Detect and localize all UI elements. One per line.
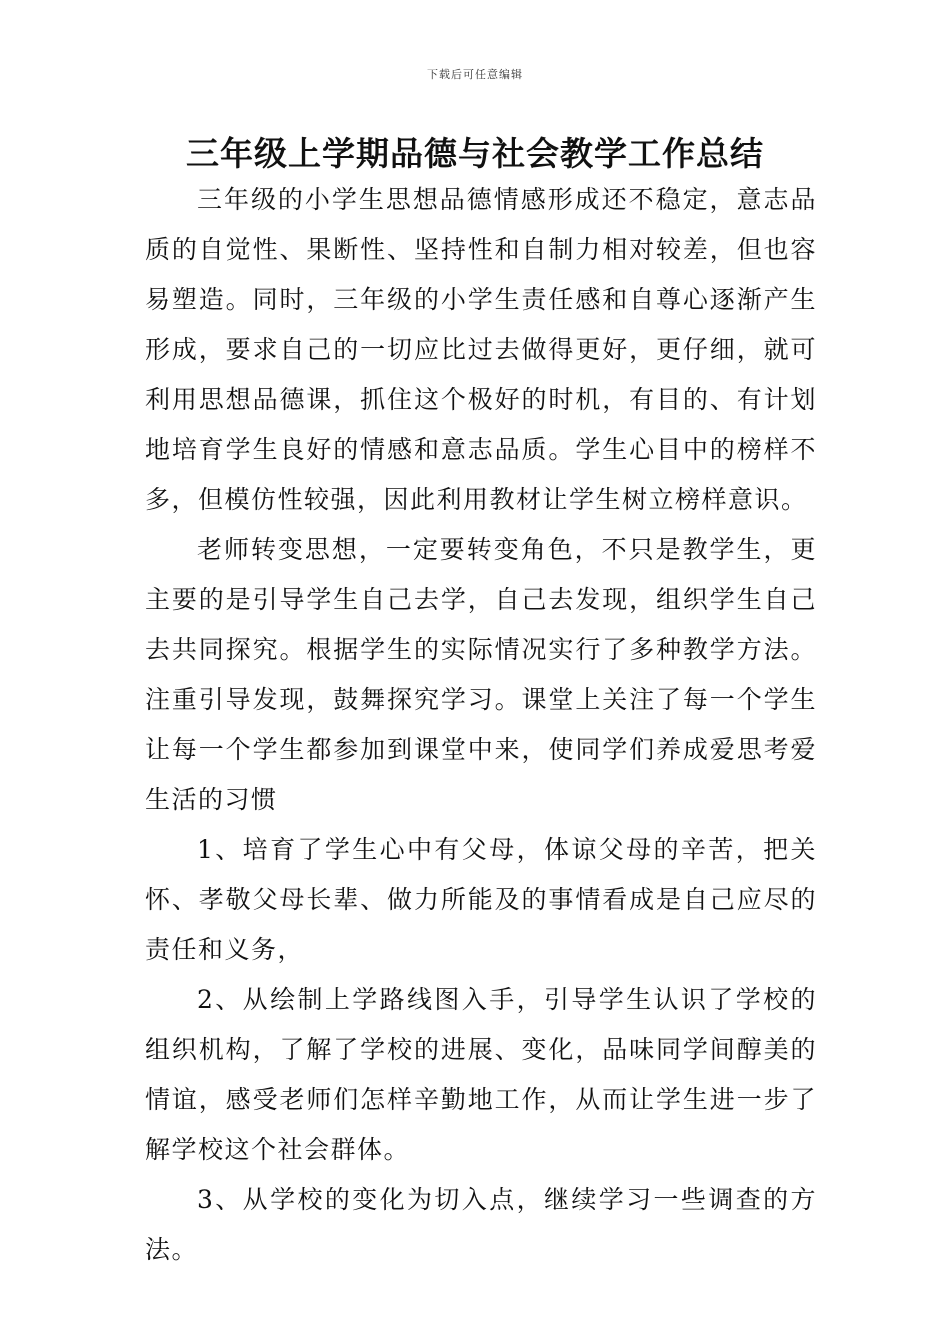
paragraph-2: 老师转变思想，一定要转变角色，不只是教学生，更主要的是引导学生自己去学，自己去发现，组织学生自己去共同探究。根据学生的实际情况实行了多种教学方法。注重引导发现，鼓舞探究学习。课堂上关注了每一个学生让每一个学生都参加到课堂中来，使同学们养成爱思考爱生活的习惯 bbox=[145, 535, 817, 814]
header-note: 下载后可任意编辑 bbox=[427, 68, 523, 81]
document-title: 三年级上学期品德与社会教学工作总结 bbox=[186, 134, 764, 173]
paragraph-3: 1、培育了学生心中有父母，体谅父母的辛苦，把关怀、孝敬父母长辈、做力所能及的事情看成是自己应尽的责任和义务， bbox=[145, 835, 817, 964]
document-body bbox=[145, 175, 817, 1275]
paragraph-1: 三年级的小学生思想品德情感形成还不稳定，意志品质的自觉性、果断性、坚持性和自制力相对较差，但也容易塑造。同时，三年级的小学生责任感和自尊心逐渐产生形成，要求自己的一切应比过去做得更好，更仔细，就可利用思想品德课，抓住这个极好的时机，有目的、有计划地培育学生良好的情感和意志品质。学生心目中的榜样不多，但模仿性较强，因此利用教材让学生树立榜样意识。 bbox=[145, 185, 817, 514]
paragraph-4: 2、从绘制上学路线图入手，引导学生认识了学校的组织机构，了解了学校的进展、变化，品味同学间醇美的情谊，感受老师们怎样辛勤地工作，从而让学生进一步了解学校这个社会群体。 bbox=[145, 985, 817, 1164]
paragraph-5: 3、从学校的变化为切入点，继续学习一些调查的方法。 bbox=[145, 1185, 817, 1264]
